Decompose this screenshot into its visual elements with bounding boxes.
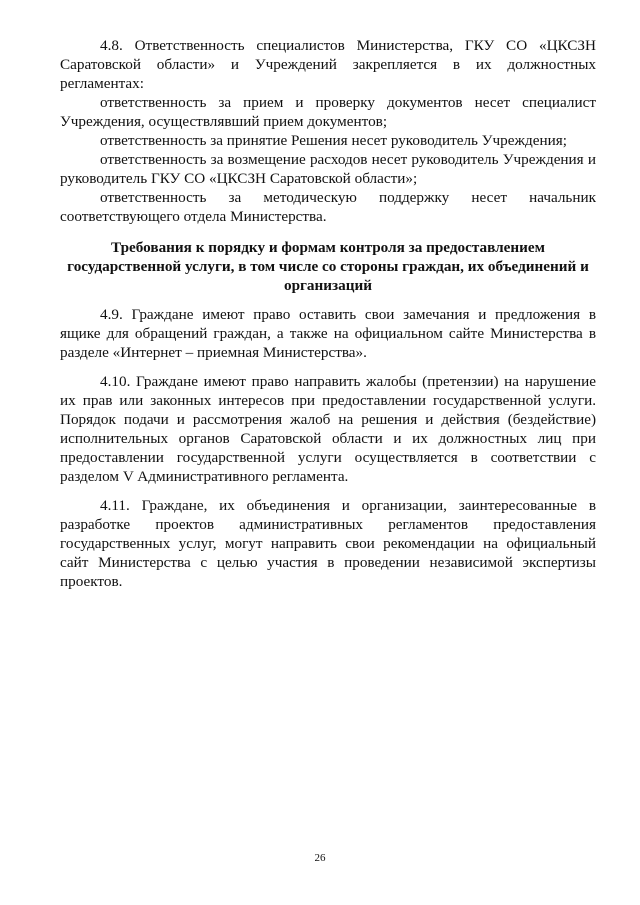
paragraph-4-10: 4.10. Граждане имеют право направить жалобы (претензии) на нарушение их прав или законных интересов при предоставлении государственной услуги. Порядок подачи и рассмотрения жалоб на решения и действия (бездействие) исполнительных органов Саратовской области и их должностных лиц при предоставлении государственной услуги осуществляется в соответствии с разделом V Административного регламента. <box>60 373 596 485</box>
paragraph-4-8: 4.8. Ответственность специалистов Министерства, ГКУ СО «ЦКСЗН Саратовской области» и Учреждений закрепляется в их должностных регламентах: <box>60 37 596 92</box>
paragraph-4-11: 4.11. Граждане, их объединения и организации, заинтересованные в разработке проектов административных регламентов предоставления государственных услуг, могут направить свои рекомендации на официальный сайт Министерства с целью участия в проведении независимой экспертизы проектов. <box>60 497 596 590</box>
paragraph-4-9: 4.9. Граждане имеют право оставить свои замечания и предложения в ящике для обращений граждан, а также на официальном сайте Министерства в разделе «Интернет – приемная Министерства». <box>60 306 596 361</box>
section-heading: Требования к порядку и формам контроля за предоставлением государственной услуги, в том числе со стороны граждан, их объединений и организаций <box>67 239 589 294</box>
page-number: 26 <box>314 852 326 864</box>
paragraph-responsibility-reimbursement: ответственность за возмещение расходов несет руководитель Учреждения и руководитель ГКУ СО «ЦКСЗН Саратовской области»; <box>60 151 596 187</box>
paragraph-responsibility-decision: ответственность за принятие Решения несет руководитель Учреждения; <box>100 132 567 149</box>
document-page <box>60 36 596 591</box>
paragraph-responsibility-methodical: ответственность за методическую поддержку несет начальник соответствующего отдела Министерства. <box>60 189 596 225</box>
paragraph-responsibility-acceptance: ответственность за прием и проверку документов несет специалист Учреждения, осуществлявший прием документов; <box>60 94 596 130</box>
